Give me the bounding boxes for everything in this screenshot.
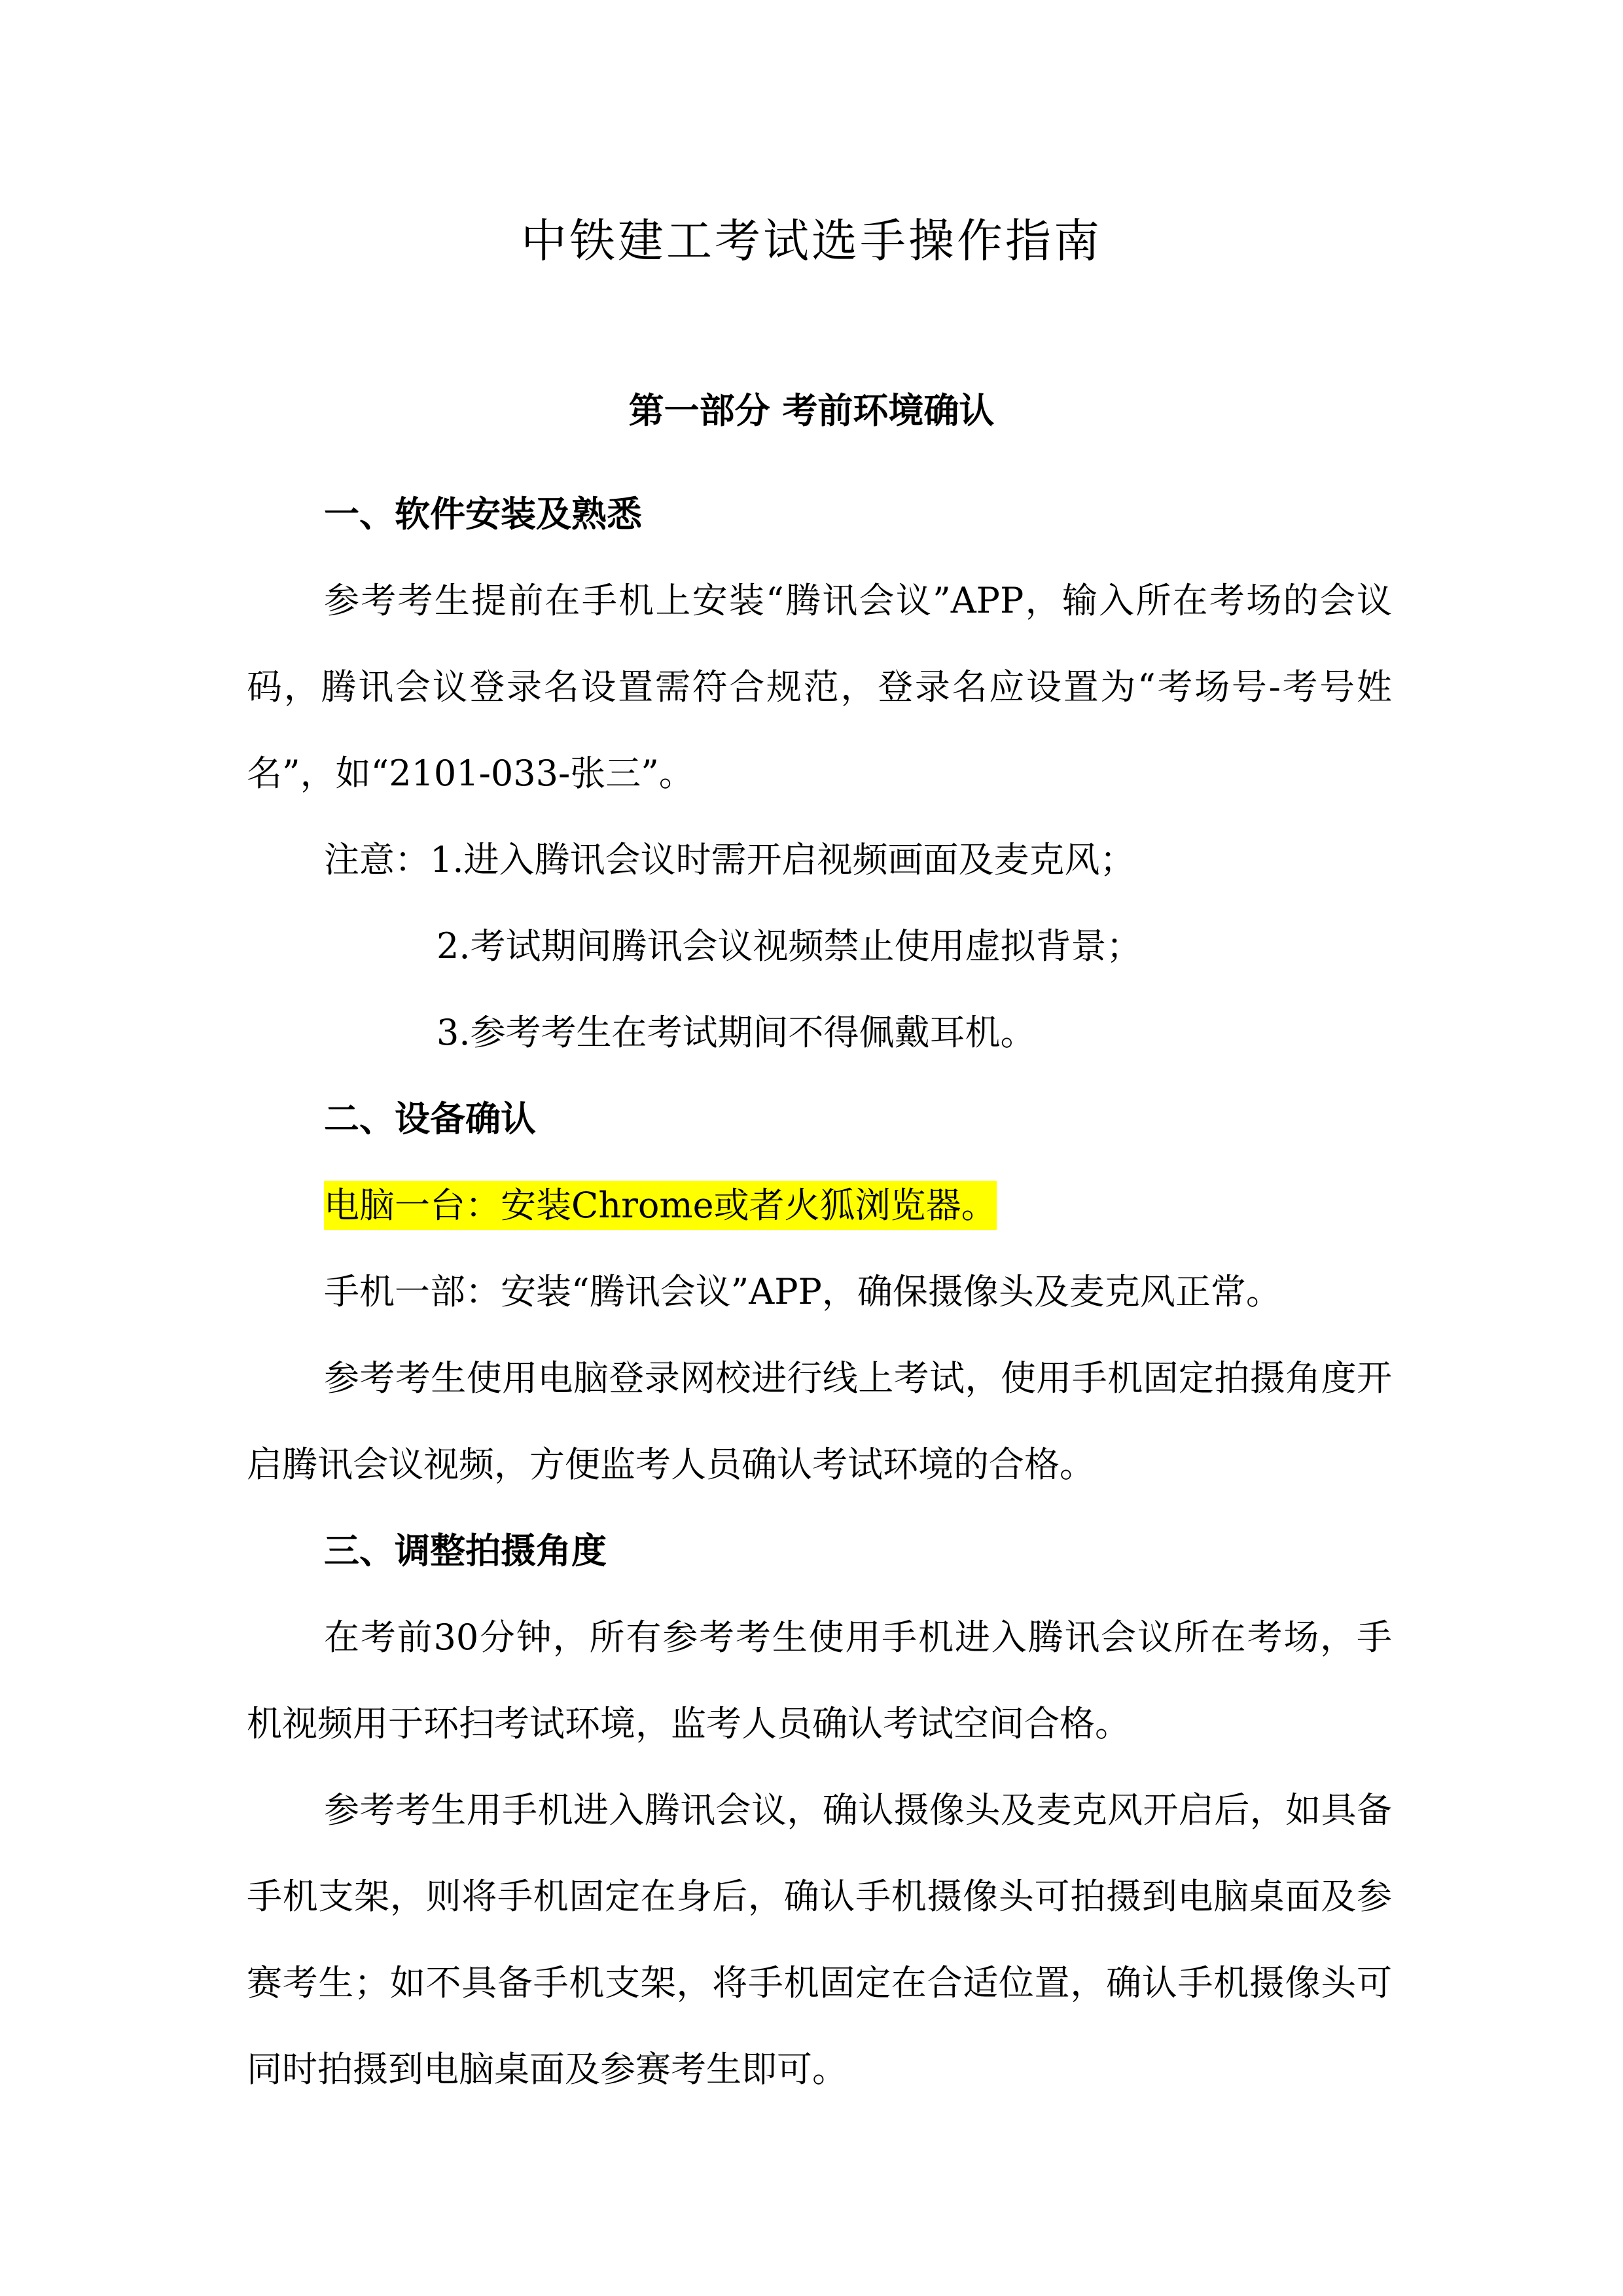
paragraph-phone: 手机一部：安装“腾讯会议”APP，确保摄像头及麦克风正常。 bbox=[324, 1271, 1281, 1312]
note-item-2: 2.考试期间腾讯会议视频禁止使用虚拟背景； bbox=[437, 925, 1142, 967]
document-title: 中铁建工考试选手操作指南 bbox=[521, 214, 1102, 268]
section-heading-software: 一、软件安装及熟悉 bbox=[324, 493, 642, 535]
section-heading-camera-angle: 三、调整拍摄角度 bbox=[324, 1530, 607, 1571]
paragraph-pre-exam: 在考前30分钟，所有参考考生使用手机进入腾讯会议所在考场，手机视频用于环扫考试环境，监考人员确认考试空间合格。 bbox=[247, 1617, 1392, 1744]
note-item-1: 注意：1.进入腾讯会议时需开启视频画面及麦克风； bbox=[324, 839, 1135, 880]
paragraph-computer bbox=[247, 1162, 1392, 1249]
part-heading: 第一部分 考前环境确认 bbox=[628, 390, 995, 431]
paragraph-device-usage: 参考考生使用电脑登录网校进行线上考试，使用手机固定拍摄角度开启腾讯会议视频，方便监考人员确认考试环境的合格。 bbox=[247, 1357, 1392, 1485]
paragraph-software-install: 参考考生提前在手机上安装“腾讯会议”APP，输入所在考场的会议码，腾讯会议登录名设置需符合规范，登录名应设置为“考场号-考号姓名”，如“2101-033-张三”。 bbox=[247, 580, 1392, 794]
document-body bbox=[247, 471, 1392, 2113]
section-heading-device: 二、设备确认 bbox=[324, 1098, 536, 1139]
paragraph-camera-setup: 参考考生用手机进入腾讯会议，确认摄像头及麦克风开启后，如具备手机支架，则将手机固定在身后，确认手机摄像头可拍摄到电脑桌面及参赛考生；如不具备手机支架，将手机固定在合适位置，确认手机摄像头可同时拍摄到电脑桌面及参赛考生即可。 bbox=[247, 1789, 1392, 2090]
note-item-3: 3.参考考生在考试期间不得佩戴耳机。 bbox=[437, 1012, 1036, 1053]
highlighted-text: 电脑一台：安装Chrome或者火狐浏览器。 bbox=[324, 1181, 997, 1230]
